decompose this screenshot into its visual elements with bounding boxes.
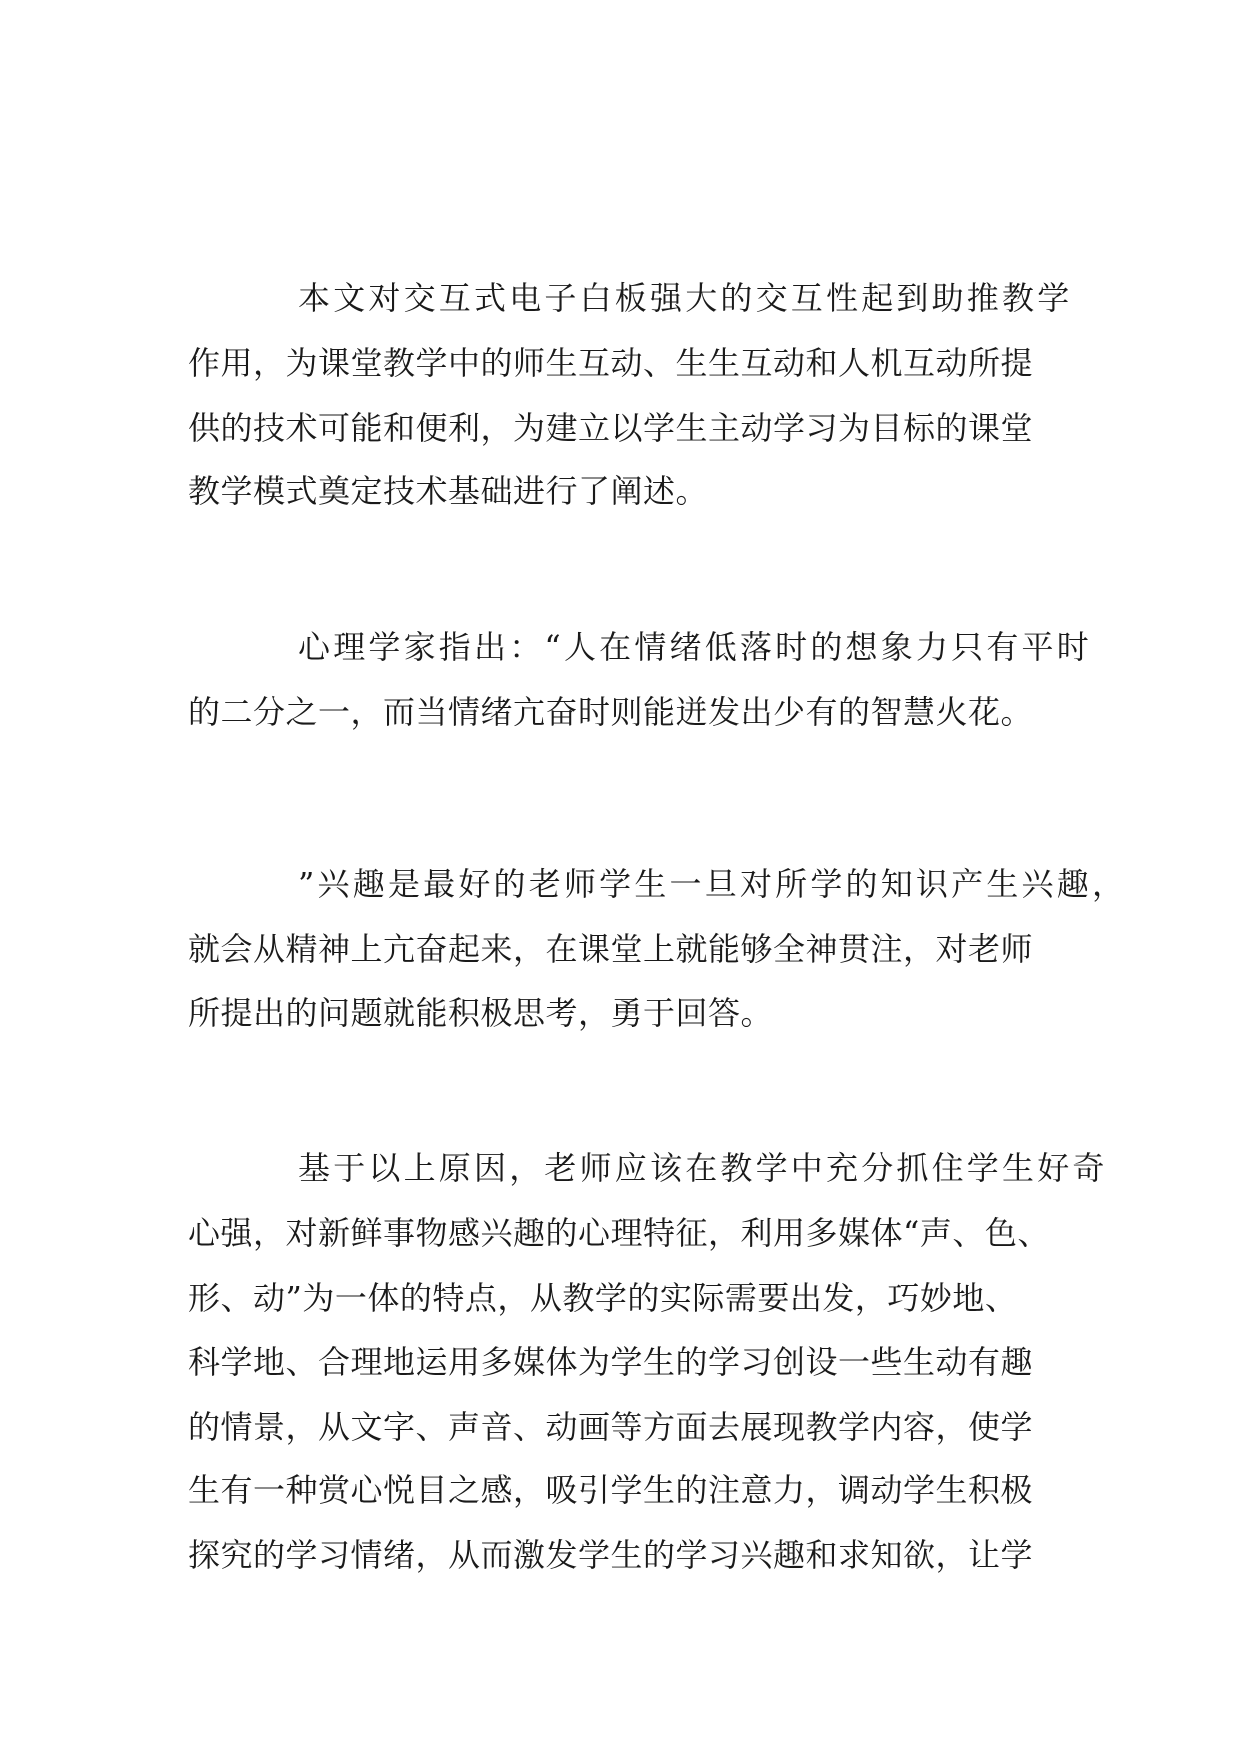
paragraph-line: 生有一种赏心悦目之感，吸引学生的注意力，调动学生积极 [188, 1471, 1034, 1509]
paragraph-line: 心理学家指出：“人在情绪低落时的想象力只有平时 [298, 628, 1092, 666]
paragraph-line: 本文对交互式电子白板强大的交互性起到助推教学 [298, 279, 1073, 317]
paragraph-line: 基于以上原因，老师应该在教学中充分抓住学生好奇 [298, 1149, 1108, 1187]
paragraph-line: 的二分之一，而当情绪亢奋时则能迸发出少有的智慧火花。 [188, 693, 1034, 731]
paragraph-line: 教学模式奠定技术基础进行了阐述。 [188, 472, 709, 510]
paragraph-line: 的情景，从文字、声音、动画等方面去展现教学内容，使学 [188, 1408, 1034, 1446]
paragraph-line: 供的技术可能和便利，为建立以学生主动学习为目标的课堂 [188, 409, 1034, 447]
paragraph-line: 就会从精神上亢奋起来，在课堂上就能够全神贯注，对老师 [188, 930, 1034, 968]
paragraph-line: 科学地、合理地运用多媒体为学生的学习创设一些生动有趣 [188, 1343, 1034, 1381]
paragraph-line: ”兴趣是最好的老师学生一旦对所学的知识产生兴趣， [298, 865, 1128, 903]
paragraph-line: 作用，为课堂教学中的师生互动、生生互动和人机互动所提 [188, 344, 1034, 382]
paragraph-line: 探究的学习情绪，从而激发学生的学习兴趣和求知欲，让学 [188, 1536, 1034, 1574]
paragraph-line: 心强，对新鲜事物感兴趣的心理特征，利用多媒体“声、色、 [188, 1214, 1050, 1252]
paragraph-line: 所提出的问题就能积极思考，勇于回答。 [188, 994, 774, 1032]
paragraph-line: 形、动”为一体的特点，从教学的实际需要出发，巧妙地、 [188, 1279, 1018, 1317]
